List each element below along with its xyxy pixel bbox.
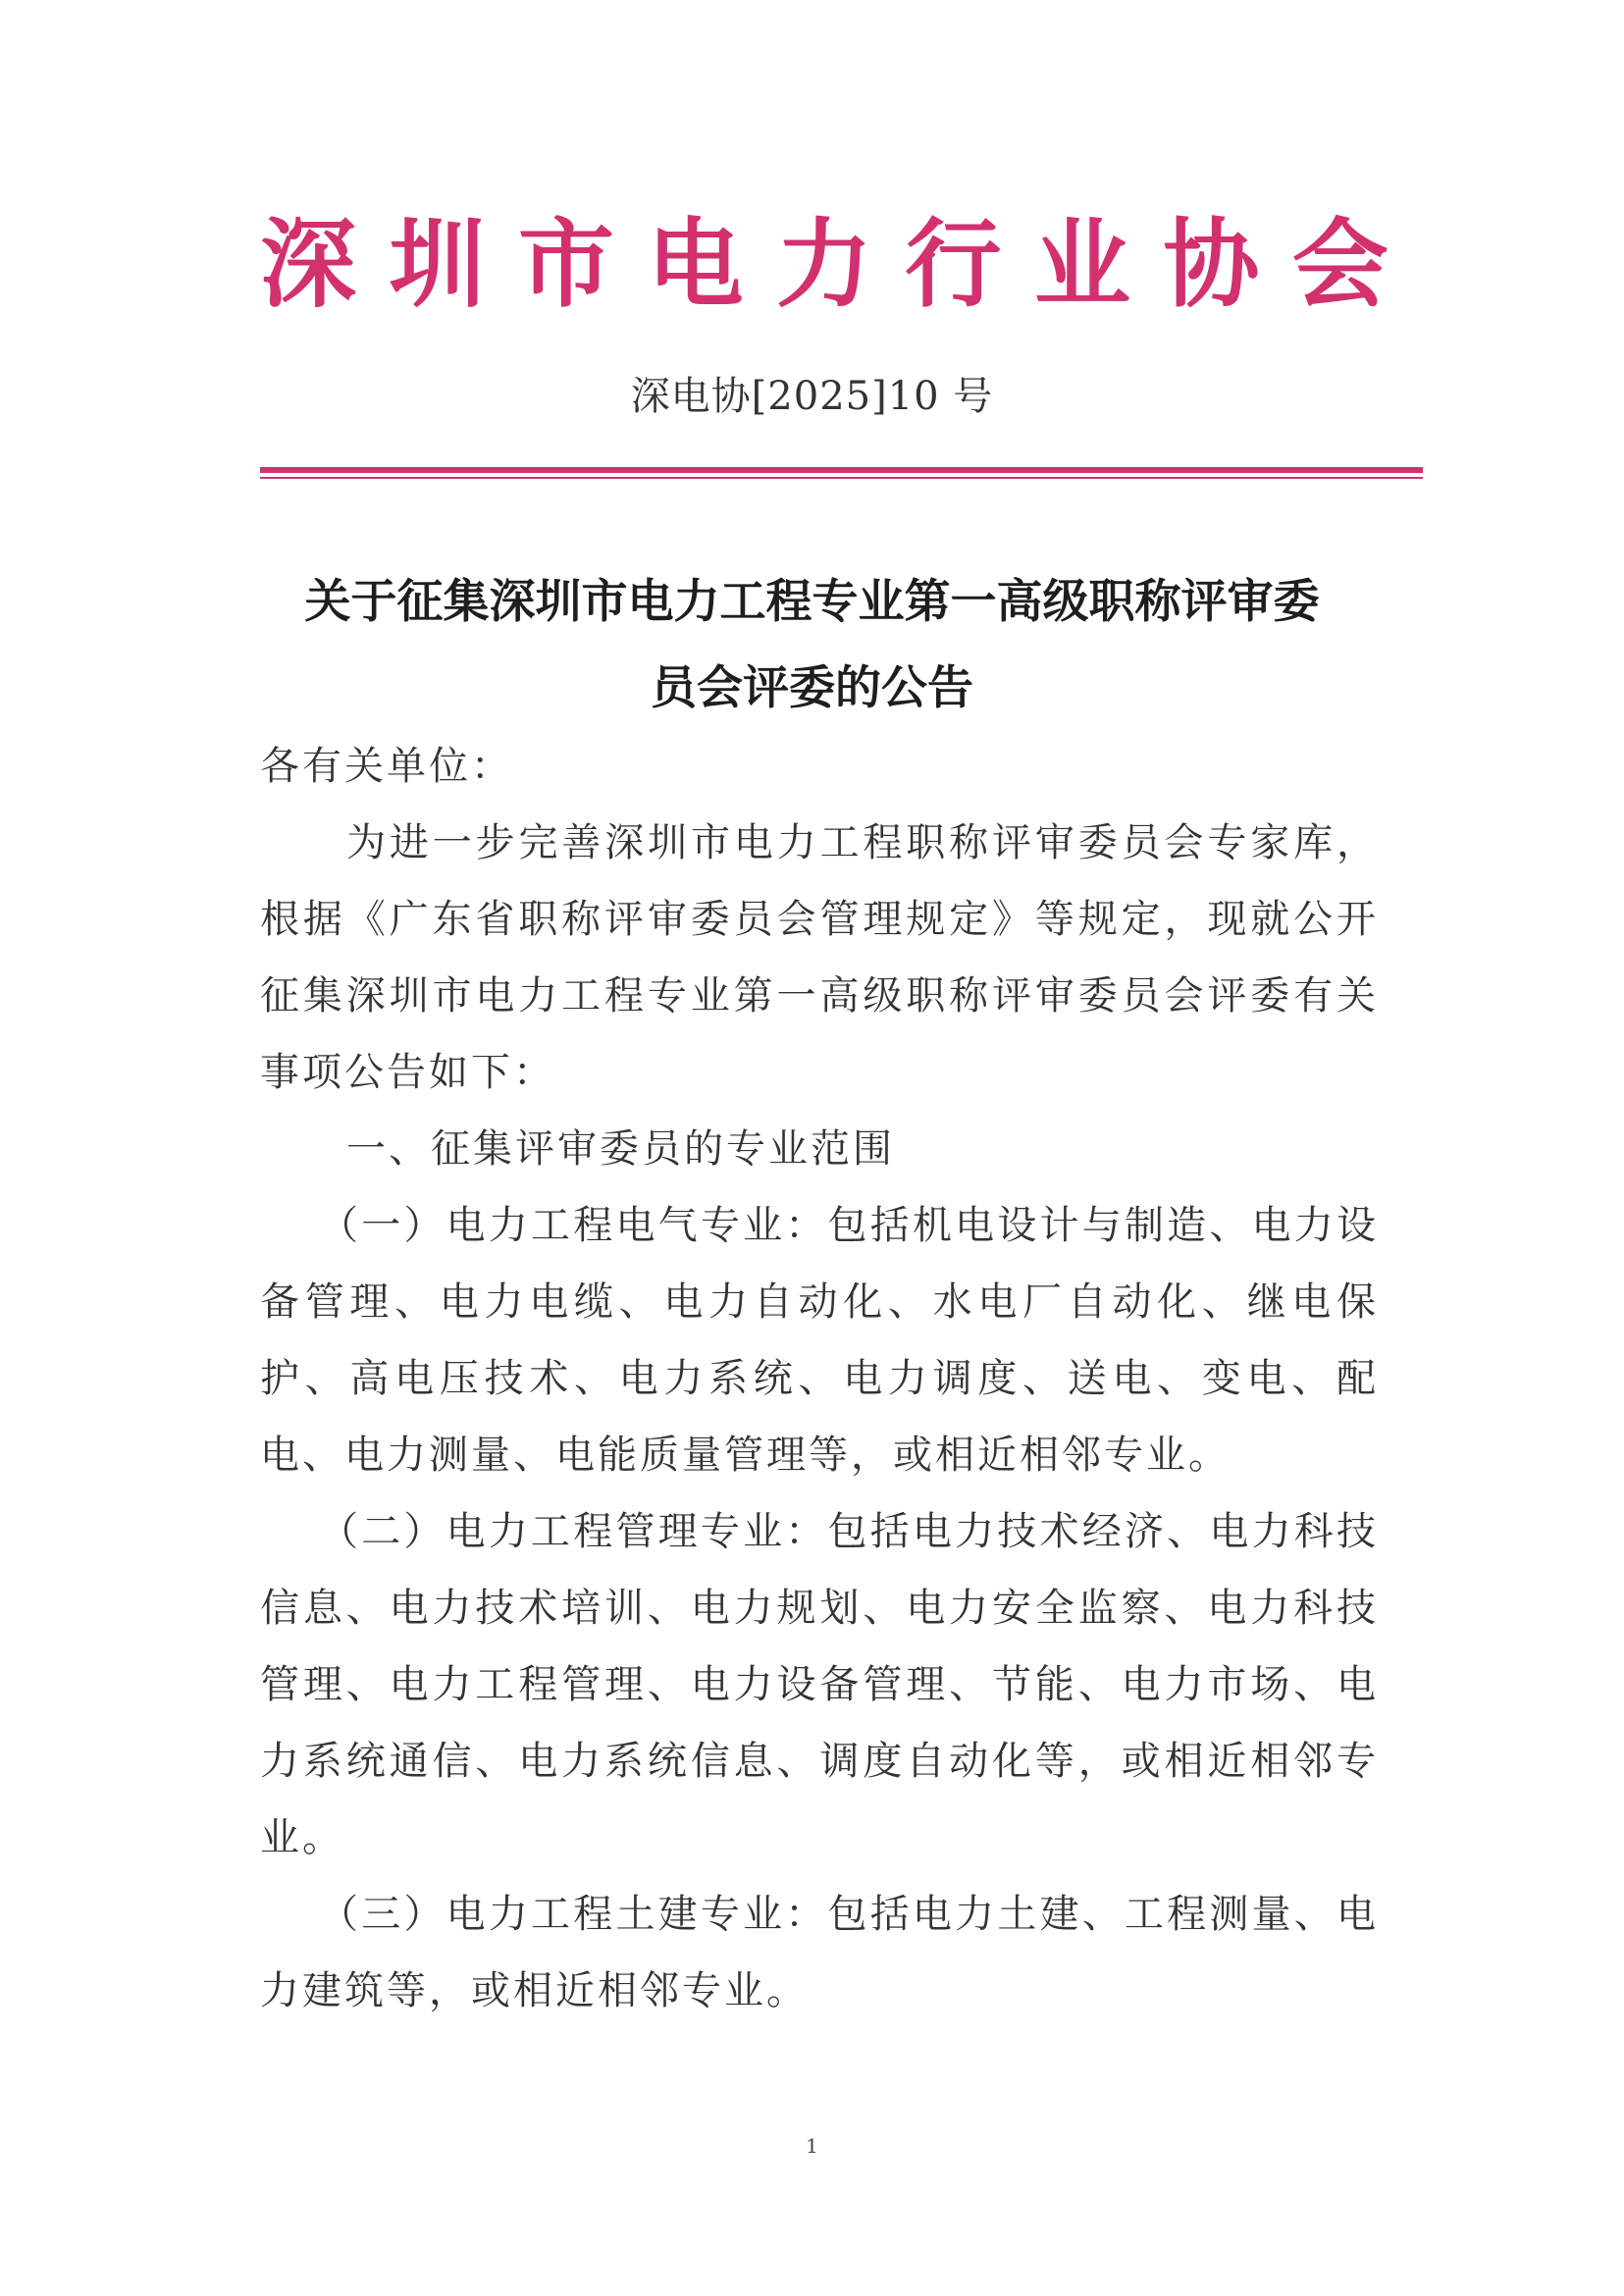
- organization-name-header: [260, 201, 1388, 329]
- intro-paragraph: 为进一步完善深圳市电力工程职称评审委员会专家库，根据《广东省职称评审委员会管理规定》等规定，现就公开征集深圳市电力工程专业第一高级职称评审委员会评委有关事项公告如下：: [260, 820, 1379, 1095]
- org-name-char: 圳: [389, 209, 486, 321]
- org-name-char: 市: [517, 209, 614, 321]
- org-name-char: 行: [905, 209, 1002, 321]
- notice-body: [260, 728, 1379, 2029]
- org-name-char: 会: [1291, 209, 1388, 321]
- org-name-char: 协: [1163, 209, 1260, 321]
- org-name-char: 深: [260, 209, 357, 321]
- org-name-char: 业: [1033, 209, 1130, 321]
- page-number: 1: [806, 2134, 818, 2158]
- item-management-specialty: （二）电力工程管理专业：包括电力技术经济、电力科技信息、电力技术培训、电力规划、电力安全监察、电力科技管理、电力工程管理、电力设备管理、节能、电力市场、电力系统通信、电力系统信息、调度自动化等，或相近相邻专业。: [260, 1509, 1379, 1860]
- section-1-heading: 一、征集评审委员的专业范围: [346, 1126, 895, 1172]
- red-header-rule: [260, 467, 1423, 479]
- org-name-char: 力: [775, 209, 872, 321]
- notice-title-line-2: 员会评委的公告: [651, 661, 973, 715]
- item-civil-specialty: （三）电力工程土建专业：包括电力土建、工程测量、电力建筑等，或相近相邻专业。: [260, 1892, 1379, 2013]
- red-rule-thin-line: [260, 477, 1423, 479]
- org-name-char: 电: [647, 209, 744, 321]
- document-number: 深电协[2025]10 号: [630, 374, 994, 419]
- salutation: 各有关单位：: [260, 744, 513, 789]
- notice-title-line-1: 关于征集深圳市电力工程专业第一高级职称评审委: [304, 575, 1320, 629]
- item-electrical-specialty: （一）电力工程电气专业：包括机电设计与制造、电力设备管理、电力电缆、电力自动化、水电厂自动化、继电保护、高电压技术、电力系统、电力调度、送电、变电、配电、电力测量、电能质量管理等，或相近相邻专业。: [260, 1203, 1379, 1478]
- notice-title: [236, 559, 1388, 732]
